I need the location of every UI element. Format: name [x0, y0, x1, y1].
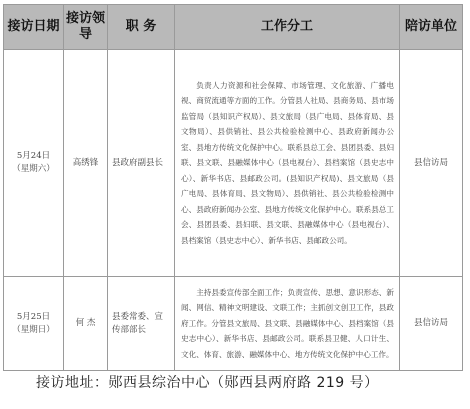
date-cell: [4, 277, 64, 371]
date-cell: [4, 50, 64, 277]
position-text: 县委常委、宣传部部长: [112, 311, 164, 335]
weekday-text: （星期日）: [12, 324, 55, 335]
leader-cell: [64, 277, 108, 371]
weekday-text: （星期六）: [12, 164, 55, 174]
position-cell: [108, 50, 175, 277]
unit-text: 县信访局: [413, 318, 448, 328]
duties-cell: [175, 277, 400, 371]
position-cell: [108, 277, 175, 371]
duties-text: 负责人力资源和社会保障、市场管理、文化旅游、广播电视、商贸流通等方面的工作。分管县人社局、县商务局、县市场监管局（县知识产权局）、县文旅局（县广电局、县体育局、县文物局）、县供销社、县公共检验检测中心、县政府新闻办公室、县地方传统文化保护中心。联系县总工会、县团县委、县妇联、县文联、县融媒体中心（县电视台）、县档案馆（县史志中心）、新华书店、县邮政公司。(县知识产权局)、县文旅局（县广电局、县体育局、县文物局）、县供销社、县公共检验检测中心、县政府新闻办公室、县地方传统文化保护中心。联系县总工会、县团县委、县妇联、县文联、县融媒体中心（县电视台）、县档案馆（县史志中心）、新华书店、县邮政公司。: [181, 80, 394, 245]
table-row: [4, 277, 463, 371]
reception-schedule-table: [3, 4, 463, 371]
duties-text: 主持县委宣传部全面工作；负责宣传、思想、意识形态、新闻、网信、精神文明建设、文联工作；主抓创文创卫工作，县政府工作。分管县文旅局、县文联、县融媒体中心、县档案馆（县史志中心）、新华书店、县邮政公司。联系县卫健、人口计生、文化、体育、旅游、融媒体中心、地方传统文化保护中心工作。: [181, 287, 394, 359]
unit-text: 县信访局: [413, 157, 448, 168]
duties-cell: [175, 50, 400, 277]
header-unit: 陪访单位: [400, 5, 463, 50]
date-text: 5月24日: [16, 151, 51, 161]
table-header-row: [4, 5, 463, 50]
date-text: 5月25日: [16, 311, 51, 322]
leader-name: 高绣锋: [72, 157, 99, 168]
position-text: 县政府副县长: [112, 157, 164, 168]
header-duties: 工作分工: [175, 5, 400, 50]
unit-cell: [400, 50, 463, 277]
header-position: 职 务: [108, 5, 175, 50]
leader-name: 何 杰: [75, 318, 96, 328]
reception-address: 接访地址：郧西县综治中心（郧西县两府路 219 号）: [36, 375, 379, 391]
header-leader: 接访领导: [64, 5, 108, 50]
header-date: 接访日期: [4, 5, 64, 50]
table-row: [4, 50, 463, 277]
unit-cell: [400, 277, 463, 371]
leader-cell: [64, 50, 108, 277]
